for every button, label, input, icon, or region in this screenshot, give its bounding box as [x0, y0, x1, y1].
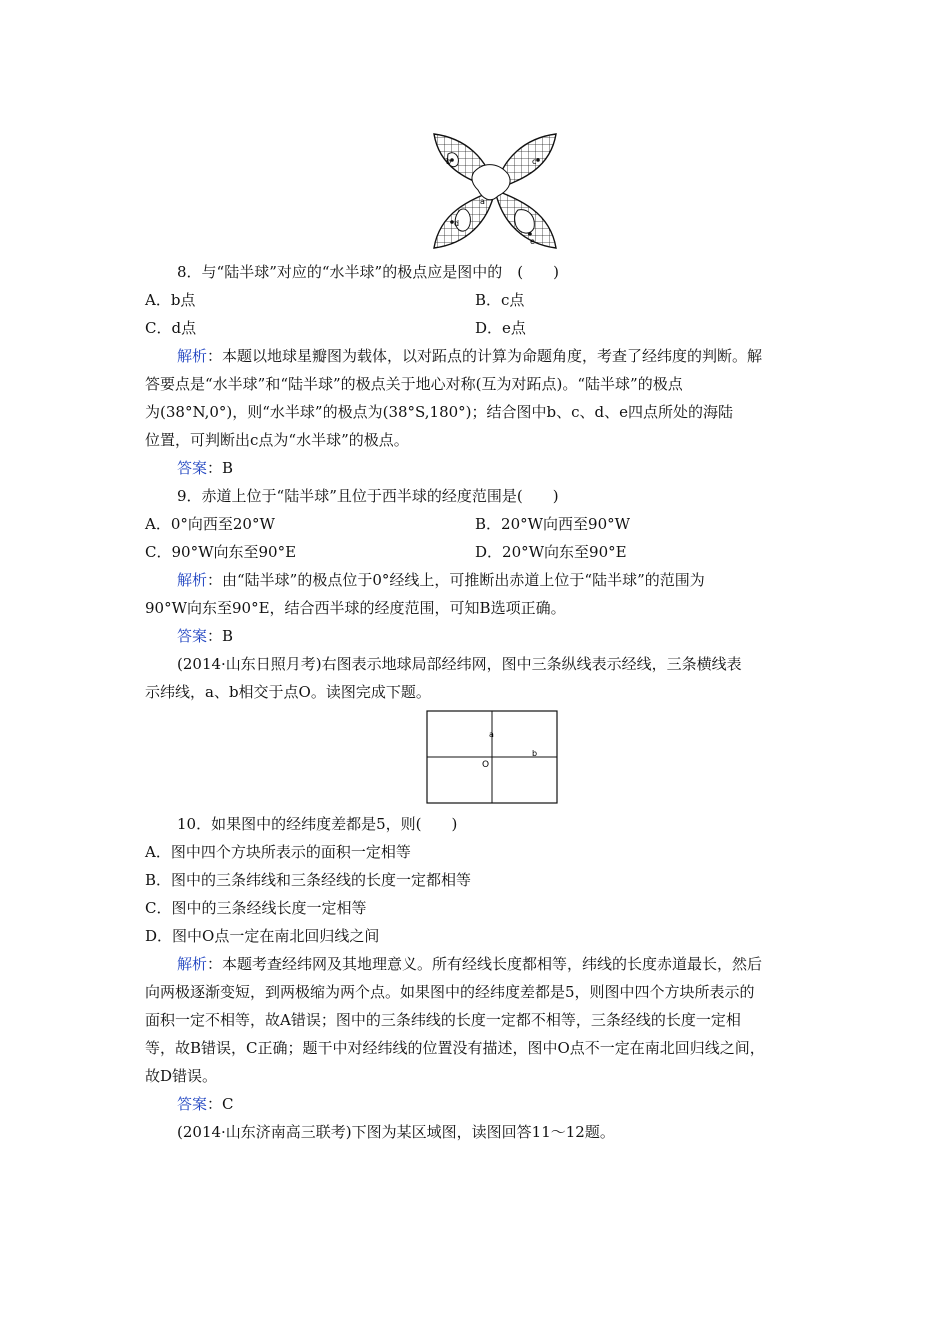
- q8-analysis-line-3: 为(38°N,0°)，则“水半球”的极点为(38°S,180°)；结合图中b、c、d、e四点所处的海陆: [145, 403, 734, 421]
- point-b-label: b: [446, 157, 452, 166]
- q8-analysis-line-2: 答要点是“水半球”和“陆半球”的极点关于地心对称(互为对跖点)。“陆半球”的极点: [145, 375, 683, 393]
- q9-options-row2: [145, 538, 825, 566]
- grid-label-a: a: [489, 730, 494, 739]
- q8-stem: 8．与“陆半球”对应的“水半球”的极点应是图中的 ( ): [177, 263, 559, 281]
- q10-answer-value: ：C: [207, 1095, 234, 1113]
- q9-option-c: C．90°W向东至90°E: [145, 543, 297, 561]
- intro2-text: (2014·山东济南高三联考)下图为某区域图，读图回答11～12题。: [177, 1123, 615, 1141]
- q9-analysis-text: ：由“陆半球”的极点位于0°经线上，可推断出赤道上位于“陆半球”的范围为: [207, 571, 705, 589]
- q10-answer-label: 答案: [177, 1095, 208, 1113]
- q9-options-row1: [145, 510, 825, 538]
- q10-answer: [177, 1090, 857, 1118]
- q10-analysis-text: ：本题考查经纬网及其地理意义。所有经线长度都相等，纬线的长度赤道最长，然后: [207, 955, 763, 973]
- q10-option-b: B．图中的三条纬线和三条经线的长度一定都相等: [145, 871, 472, 889]
- q9-answer: [177, 622, 857, 650]
- q10-analysis-line-4: 等，故B错误，C正确；题干中对经纬线的位置没有描述，图中O点不一定在南北回归线之间，: [145, 1039, 765, 1057]
- q10-analysis-label: 解析: [177, 955, 208, 973]
- q8-analysis-line-4: 位置，可判断出c点为“水半球”的极点。: [145, 431, 409, 449]
- q8-option-a: A．b点: [145, 291, 196, 309]
- q9-option-b: B．20°W向西至90°W: [475, 515, 631, 533]
- q10-analysis-line-3: 面积一定不相等，故A错误；图中的三条纬线的长度一定都不相等，三条经线的长度一定相: [145, 1011, 741, 1029]
- intro1-line-2: 示纬线，a、b相交于点O。读图完成下题。: [145, 683, 431, 701]
- q8-options-row2: [145, 314, 825, 342]
- intro1-line-1: (2014·山东日照月考)右图表示地球局部经纬网，图中三条纵线表示经线，三条横线表: [177, 655, 742, 673]
- q8-answer-label: 答案: [177, 459, 208, 477]
- q9-option-d: D．20°W向东至90°E: [475, 543, 627, 561]
- q9-option-a: A．0°向西至20°W: [145, 515, 275, 533]
- q9-answer-label: 答案: [177, 627, 208, 645]
- q8-analysis-text: ：本题以地球星瓣图为载体，以对跖点的计算为命题角度，考查了经纬度的判断。解: [207, 347, 763, 365]
- star-petal-map-figure: [430, 130, 560, 252]
- point-c-label: c: [532, 157, 537, 166]
- q8-answer-value: ：B: [207, 459, 234, 477]
- lat-long-grid-figure: [426, 710, 558, 804]
- q9-analysis-line-1: [177, 566, 857, 594]
- q8-option-b: B．c点: [475, 291, 525, 309]
- q10-analysis-line-2: 向两极逐渐变短，到两极缩为两个点。如果图中的经纬度差都是5，则图中四个方块所表示的: [145, 983, 755, 1001]
- star-petal-map: [430, 130, 560, 252]
- q9-answer-value: ：B: [207, 627, 234, 645]
- q10-option-c: C．图中的三条经线长度一定相等: [145, 899, 367, 917]
- q10-option-d: D．图中O点一定在南北回归线之间: [145, 927, 380, 945]
- q9-analysis-line-2: 90°W向东至90°E，结合西半球的经度范围，可知B选项正确。: [145, 599, 566, 617]
- q8-analysis-label: 解析: [177, 347, 208, 365]
- q10-analysis-line-1: [177, 950, 857, 978]
- q8-analysis-line-1: [177, 342, 857, 370]
- q8-option-d: D．e点: [475, 319, 526, 337]
- q9-analysis-label: 解析: [177, 571, 208, 589]
- lat-long-grid: [426, 710, 558, 804]
- grid-label-b: b: [532, 749, 538, 758]
- q10-analysis-line-5: 故D错误。: [145, 1067, 218, 1085]
- q8-answer: [177, 454, 857, 482]
- grid-label-o: O: [482, 760, 490, 770]
- point-d-label: d: [454, 219, 460, 228]
- point-a-label: a: [480, 197, 485, 206]
- point-e-label: e: [530, 237, 535, 246]
- q8-options-row1: [145, 286, 825, 314]
- q8-option-c: C．d点: [145, 319, 197, 337]
- q10-stem: 10．如果图中的经纬度差都是5，则( ): [177, 815, 458, 833]
- q10-option-a: A．图中四个方块所表示的面积一定相等: [145, 843, 411, 861]
- q9-stem: 9．赤道上位于“陆半球”且位于西半球的经度范围是( ): [177, 487, 559, 505]
